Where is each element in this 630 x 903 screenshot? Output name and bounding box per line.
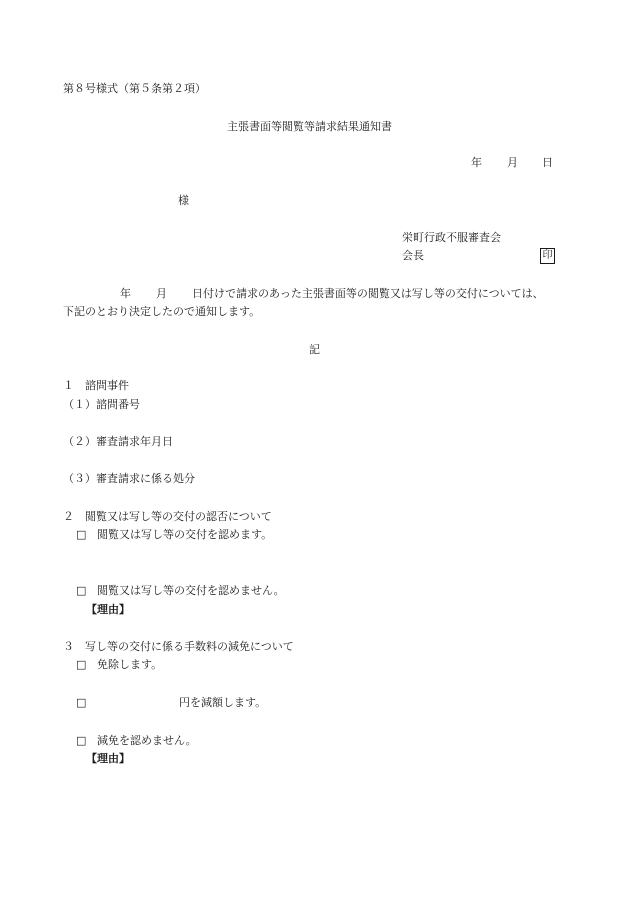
checkbox-deny[interactable]: □ bbox=[76, 584, 87, 597]
body-year: 年 bbox=[120, 287, 131, 300]
checkbox-no-reduction[interactable]: □ bbox=[76, 734, 87, 747]
date-month: 月 bbox=[507, 156, 518, 169]
sender-position: 会長 bbox=[402, 249, 424, 262]
body-line1-rest: 日付けで請求のあった主張書面等の閲覧又は写し等の交付については、 bbox=[192, 287, 544, 300]
option-no-reduction-label: 減免を認めません。 bbox=[97, 734, 197, 747]
checkbox-exempt[interactable]: □ bbox=[76, 658, 87, 671]
ki-heading: 記 bbox=[309, 343, 320, 356]
item-request-date: （２）審査請求年月日 bbox=[63, 435, 173, 448]
date-day: 日 bbox=[542, 156, 553, 169]
body-line2: 下記のとおり決定したので通知します。 bbox=[63, 305, 261, 318]
reason-label: 【理由】 bbox=[86, 603, 130, 616]
document-title: 主張書面等閲覧等請求結果通知書 bbox=[227, 120, 392, 133]
reason-label: 【理由】 bbox=[86, 752, 130, 765]
section-1-heading: １ 諮問事件 bbox=[63, 379, 129, 392]
item-disposition: （３）審査請求に係る処分 bbox=[63, 472, 195, 485]
section-2-heading: ２ 閲覧又は写し等の交付の認否について bbox=[63, 510, 272, 523]
option-exempt-label: 免除します。 bbox=[97, 658, 163, 671]
addressee-suffix: 様 bbox=[178, 194, 189, 207]
form-number: 第８号様式（第５条第２項） bbox=[63, 82, 206, 95]
option-deny-label: 閲覧又は写し等の交付を認めません。 bbox=[97, 584, 285, 597]
option-reduce-label: 円を減額します。 bbox=[179, 696, 267, 709]
option-approve-label: 閲覧又は写し等の交付を認めます。 bbox=[97, 528, 273, 541]
section-3-heading: ３ 写し等の交付に係る手数料の減免について bbox=[63, 640, 294, 653]
body-month: 月 bbox=[156, 287, 167, 300]
checkbox-approve[interactable]: □ bbox=[76, 528, 87, 541]
item-inquiry-number: （１）諮問番号 bbox=[63, 398, 140, 411]
seal-mark: 印 bbox=[540, 248, 555, 264]
checkbox-reduce[interactable]: □ bbox=[76, 696, 87, 709]
date-year: 年 bbox=[471, 156, 482, 169]
sender-organization: 栄町行政不服審査会 bbox=[402, 231, 501, 244]
